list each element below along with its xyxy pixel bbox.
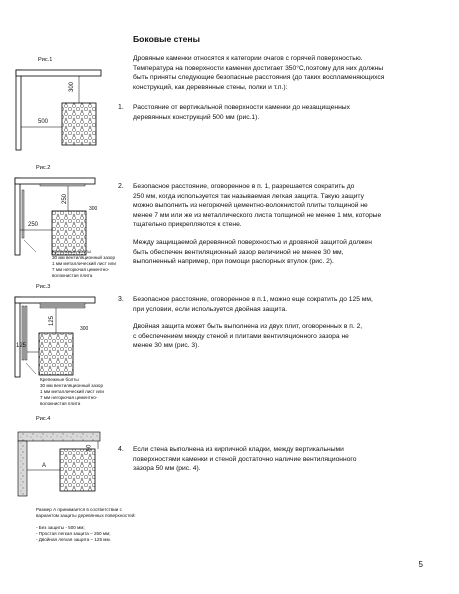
item-line: при условии, если используется двойная защита.: [133, 305, 288, 313]
page-number: 5: [418, 560, 423, 569]
intro-line: Дровяные каменки относятся к категории очагов с горячей поверхностью.: [133, 55, 363, 62]
dimension-label: 250: [62, 193, 69, 205]
intro-line: Температура на поверхности каменки достигает 350°С,поэтому для них должны: [133, 64, 384, 72]
item-line: Безопасное расстояние, оговоренное в п.1, можно еще сократить до 125 мм,: [133, 296, 373, 303]
figure-2: [15, 178, 98, 255]
item-line: зазора 50 мм (рис. 4).: [133, 465, 201, 472]
figure-label: Рис.2: [36, 165, 51, 171]
item-line: быть обеспечен вентиляционный зазор величиной не менее 30 мм,: [133, 248, 344, 256]
item-line: выполненный например, при помощи распорных втулок (рис. 2).: [133, 258, 334, 265]
dimension-label: 300: [69, 81, 76, 93]
item-line: деревянных конструкций 500 мм (рис.1).: [133, 113, 260, 121]
figure-1: [16, 70, 101, 150]
item-number: 3.: [118, 296, 124, 303]
dimension-label: 125: [16, 343, 27, 349]
item-line: Если стена выполнена из кирпичной кладки, между вертикальными: [133, 446, 344, 453]
legend-line: 7 мм негорючая цементно-: [40, 395, 98, 400]
note-line: - Простая легкая защита – 250 мм;: [36, 531, 111, 536]
dimension-label: 300: [89, 206, 98, 212]
item-line: можно выполнить из негорючей цементно-волокнистой плиты толщиной не: [133, 202, 368, 209]
page-title: Боковые стены: [133, 34, 200, 44]
figure-4: [18, 432, 100, 496]
dimension-label: 50: [86, 444, 93, 452]
dimension-label: 250: [28, 222, 39, 228]
legend-line: волокнистая плита: [52, 273, 93, 278]
legend-line: 1 мм металлический лист или: [40, 389, 104, 394]
item-line: менее 30 мм (рис. 3).: [133, 342, 200, 349]
item-number: 2.: [118, 183, 124, 190]
note-line: вариантом защиты деревянных поверхностей:: [36, 513, 136, 518]
item-line: с обеспечением между стеной и плитами вентиляционного зазора не: [133, 332, 349, 340]
item-line: 250 мм, когда используется так называемая легкая защита. Такую защиту: [133, 192, 364, 200]
item-line: Между защищаемой деревянной поверхностью и дровяной защитой должен: [133, 239, 372, 246]
item-line: тщательно прикрепляются к стене.: [133, 221, 242, 228]
legend-line: 7 мм негорючая цементно-: [52, 267, 110, 272]
legend-line: 30 мм вентиляционный зазор: [40, 383, 104, 388]
dimension-label: A: [42, 463, 47, 469]
item-number: 4.: [118, 446, 124, 453]
item-number: 1.: [118, 104, 124, 111]
item-line: Расстояние от вертикальной поверхности каменки до незащищенных: [133, 104, 350, 111]
dimension-label: 500: [38, 119, 49, 125]
item-line: поверхностями каменки и стеной достаточно наличие вентиляционного: [133, 455, 357, 463]
dimension-label: 125: [49, 315, 56, 327]
legend-line: Крепежные болты: [40, 377, 79, 382]
legend-line: 1 мм металлический лист или: [52, 261, 116, 266]
intro-line: быть приняты следующие безопасные расстояния (до таких воспламеняющихся: [133, 74, 385, 81]
figure-label: Рис.1: [38, 57, 53, 63]
figure-3: [15, 297, 95, 377]
item-line: менее 7 мм или же из металлического листа толщиной не менее 1 мм, которые: [133, 211, 382, 219]
item-line: Безопасное расстояние, оговоренное в п. 1, разрешается сократить до: [133, 183, 355, 190]
note-line: - Двойная легкая защита – 125 мм.: [36, 537, 111, 542]
legend-line: Крепежные болты: [52, 249, 91, 254]
figure-label: Рис.3: [36, 284, 51, 290]
note-line: - Без защиты - 500 мм;: [36, 525, 85, 530]
dimension-label: 300: [80, 326, 89, 332]
figure-label: Рис.4: [36, 416, 51, 422]
legend-line: волокнистая плита: [40, 401, 81, 406]
note-line: Размер А принимается в соответствии с: [36, 507, 122, 512]
item-line: Двойная защита может быть выполнена из двух плит, оговоренных в п. 2,: [133, 323, 363, 330]
intro-line: конструкций, как деревянные стены, полки и т.п.):: [133, 83, 288, 91]
legend-line: 30 мм вентиляционный зазор: [52, 255, 116, 260]
